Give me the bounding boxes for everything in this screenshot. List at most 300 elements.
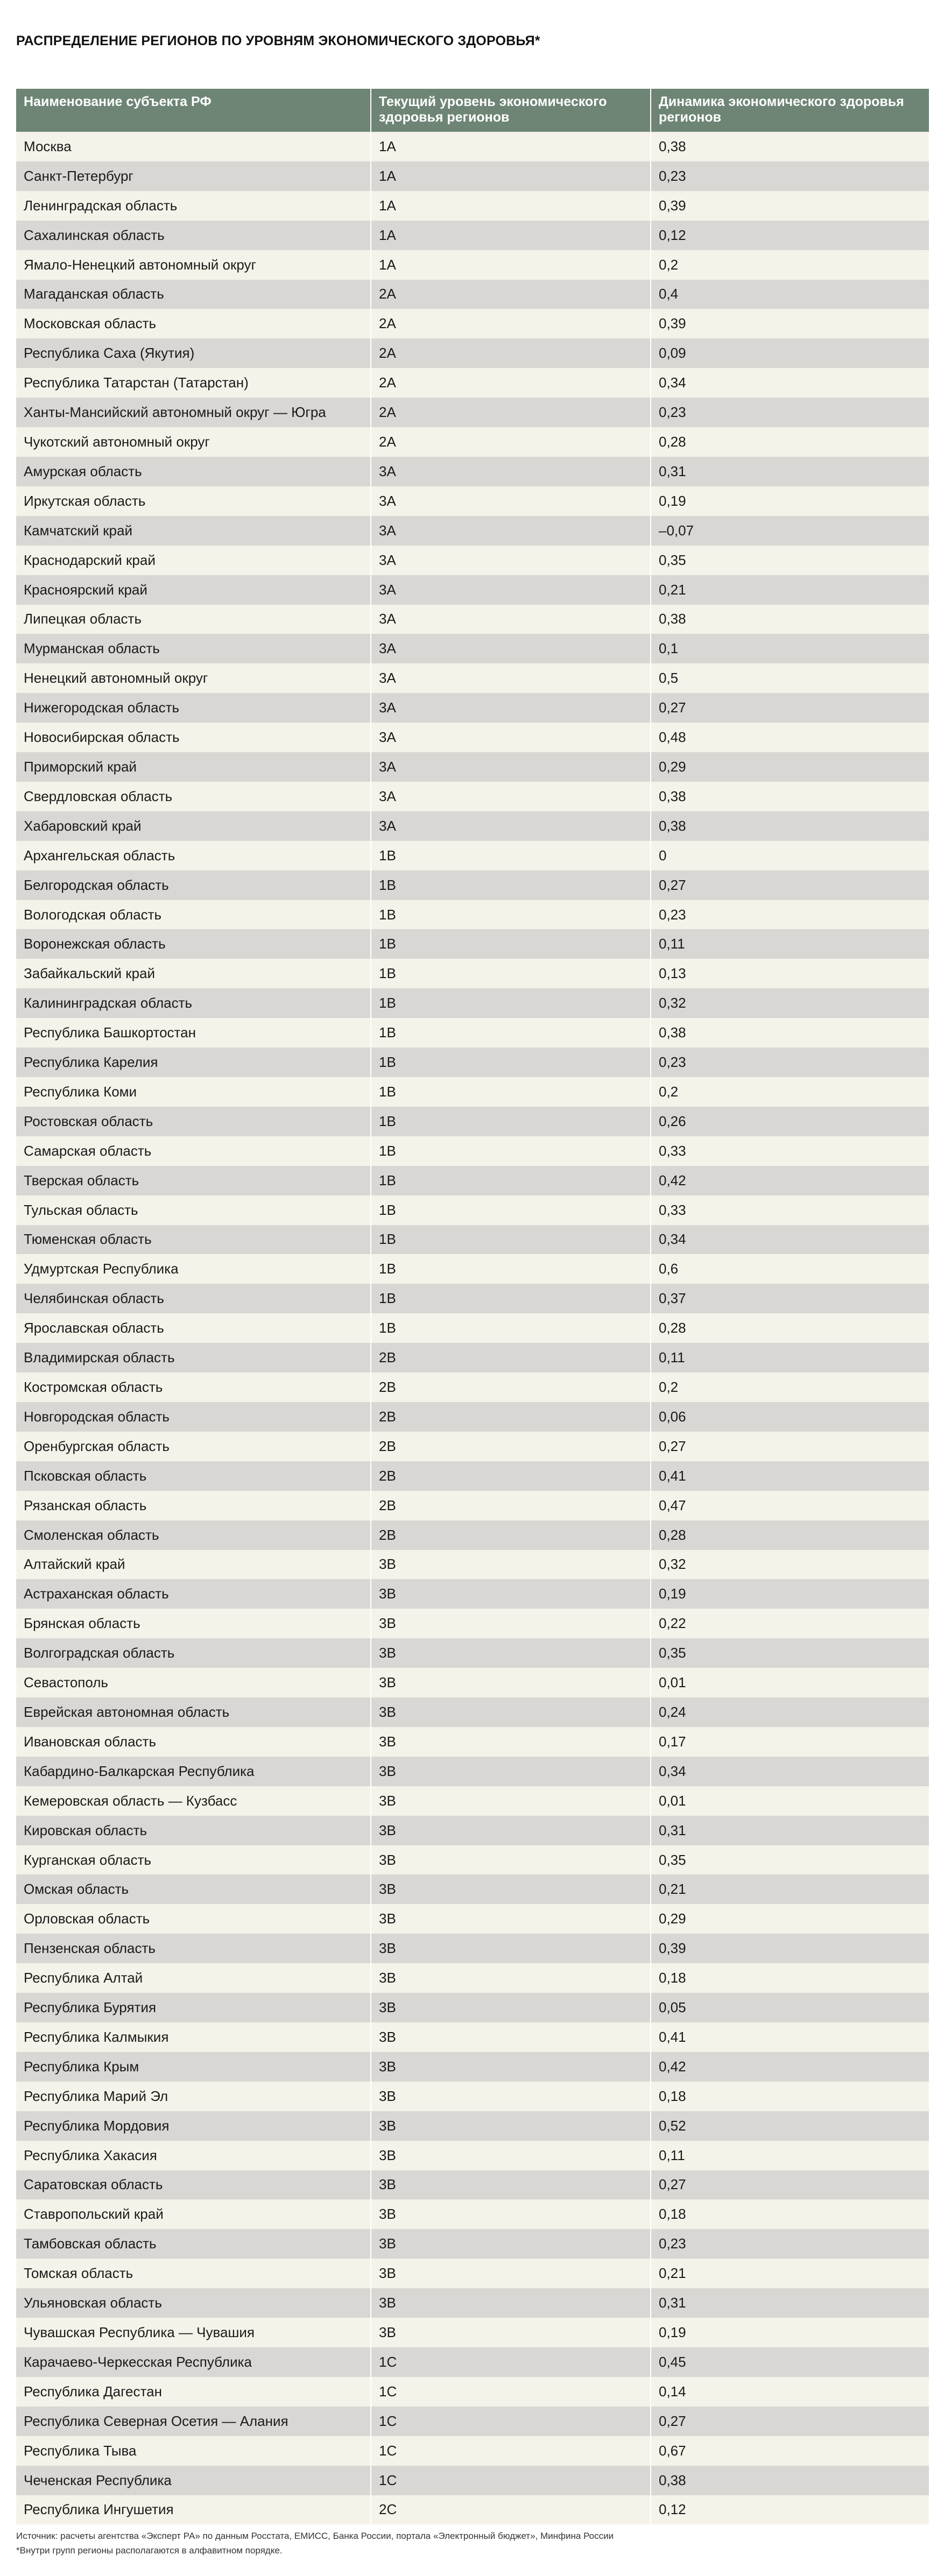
table-row bbox=[16, 2288, 929, 2318]
level-cell: 1В bbox=[371, 1195, 651, 1225]
region-name-cell: Псковская область bbox=[16, 1461, 371, 1491]
page-title: РАСПРЕДЕЛЕНИЕ РЕГИОНОВ ПО УРОВНЯМ ЭКОНОМИЧЕСКОГО ЗДОРОВЬЯ* bbox=[16, 33, 540, 48]
region-name-cell: Республика Татарстан (Татарстан) bbox=[16, 368, 371, 398]
region-name-cell: Ханты-Мансийский автономный округ — Югра bbox=[16, 398, 371, 427]
table-row bbox=[16, 2199, 929, 2229]
region-name-cell: Ульяновская область bbox=[16, 2288, 371, 2318]
table-row bbox=[16, 782, 929, 811]
dynamics-cell: 0,38 bbox=[659, 817, 686, 834]
dynamics-cell: 0,4 bbox=[659, 286, 679, 302]
level-cell: 2В bbox=[371, 1402, 651, 1432]
dynamics-cell: 0,39 bbox=[659, 197, 686, 214]
table-row bbox=[16, 2407, 929, 2436]
region-name-cell: Ивановская область bbox=[16, 1727, 371, 1757]
table-row bbox=[16, 132, 929, 161]
table-row bbox=[16, 1550, 929, 1580]
dynamics-cell: 0,19 bbox=[659, 492, 686, 509]
level-cell: 1В bbox=[371, 988, 651, 1018]
dynamics-cell: 0,28 bbox=[659, 1320, 686, 1336]
table-row bbox=[16, 368, 929, 398]
table-row bbox=[16, 2052, 929, 2082]
table-row bbox=[16, 1845, 929, 1875]
dynamics-cell: 0 bbox=[659, 847, 667, 864]
table-row bbox=[16, 1077, 929, 1107]
dynamics-cell: 0,27 bbox=[659, 2412, 686, 2429]
table-row bbox=[16, 2022, 929, 2052]
table-row bbox=[16, 250, 929, 280]
level-cell: 3В bbox=[371, 1786, 651, 1816]
dynamics-cell: 0,35 bbox=[659, 551, 686, 568]
table-row bbox=[16, 2495, 929, 2525]
level-cell: 1В bbox=[371, 1077, 651, 1107]
region-name-cell: Республика Калмыкия bbox=[16, 2022, 371, 2052]
table-row bbox=[16, 1727, 929, 1757]
table-row bbox=[16, 2111, 929, 2141]
dynamics-cell: 0,39 bbox=[659, 1940, 686, 1957]
level-cell: 3В bbox=[371, 1579, 651, 1609]
level-cell: 3В bbox=[371, 2082, 651, 2111]
region-name-cell: Белгородская область bbox=[16, 871, 371, 900]
region-name-cell: Курганская область bbox=[16, 1845, 371, 1875]
table-row bbox=[16, 752, 929, 782]
level-cell: 2В bbox=[371, 1343, 651, 1372]
level-cell: 2А bbox=[371, 338, 651, 368]
dynamics-cell: 0,23 bbox=[659, 2235, 686, 2252]
table-row bbox=[16, 1372, 929, 1402]
dynamics-cell: 0,12 bbox=[659, 2501, 686, 2518]
table-row bbox=[16, 2229, 929, 2259]
table-row bbox=[16, 2377, 929, 2407]
region-name-cell: Ставропольский край bbox=[16, 2199, 371, 2229]
dynamics-cell: 0,26 bbox=[659, 1113, 686, 1129]
table-row bbox=[16, 546, 929, 575]
level-cell: 3В bbox=[371, 1934, 651, 1963]
level-cell: 2В bbox=[371, 1491, 651, 1520]
level-cell: 3А bbox=[371, 752, 651, 782]
region-name-cell: Оренбургская область bbox=[16, 1432, 371, 1461]
region-name-cell: Московская область bbox=[16, 309, 371, 338]
level-cell: 1С bbox=[371, 2436, 651, 2466]
table-row bbox=[16, 900, 929, 930]
level-cell: 3А bbox=[371, 782, 651, 811]
table-row bbox=[16, 693, 929, 723]
source-note: Источник: расчеты агентства «Эксперт РА» по данным Росстата, ЕМИСС, Банка России, портала «Электронный бюджет», Минфина России bbox=[16, 2531, 614, 2541]
level-cell: 1В bbox=[371, 1136, 651, 1166]
region-name-cell: Архангельская область bbox=[16, 841, 371, 871]
level-cell: 3А bbox=[371, 486, 651, 516]
region-name-cell: Республика Крым bbox=[16, 2052, 371, 2082]
dynamics-cell: 0,21 bbox=[659, 581, 686, 598]
region-name-cell: Воронежская область bbox=[16, 929, 371, 959]
level-cell: 1В bbox=[371, 841, 651, 871]
dynamics-cell: 0,41 bbox=[659, 2028, 686, 2045]
table-row bbox=[16, 1402, 929, 1432]
dynamics-cell: 0,5 bbox=[659, 670, 679, 687]
region-name-cell: Иркутская область bbox=[16, 486, 371, 516]
level-cell: 3В bbox=[371, 1845, 651, 1875]
dynamics-cell: 0,29 bbox=[659, 1910, 686, 1927]
dynamics-cell: 0,2 bbox=[659, 1083, 679, 1100]
dynamics-cell: 0,21 bbox=[659, 1881, 686, 1898]
level-cell: 3А bbox=[371, 516, 651, 546]
dynamics-cell: 0,01 bbox=[659, 1674, 686, 1691]
table-row bbox=[16, 1343, 929, 1372]
region-name-cell: Камчатский край bbox=[16, 516, 371, 546]
level-cell: 3В bbox=[371, 2318, 651, 2347]
region-name-cell: Томская область bbox=[16, 2259, 371, 2288]
dynamics-cell: 0,27 bbox=[659, 1438, 686, 1454]
table-row bbox=[16, 1668, 929, 1697]
header-current-level: Текущий уровень экономического здоровья регионов bbox=[371, 89, 651, 132]
level-cell: 1В bbox=[371, 959, 651, 988]
dynamics-cell: 0,67 bbox=[659, 2442, 686, 2459]
region-name-cell: Ямало-Ненецкий автономный округ bbox=[16, 250, 371, 280]
region-name-cell: Свердловская область bbox=[16, 782, 371, 811]
dynamics-cell: 0,23 bbox=[659, 906, 686, 923]
region-name-cell: Пензенская область bbox=[16, 1934, 371, 1963]
table-row bbox=[16, 1284, 929, 1313]
region-name-cell: Новосибирская область bbox=[16, 723, 371, 752]
table-row bbox=[16, 634, 929, 663]
table-row bbox=[16, 191, 929, 221]
level-cell: 1С bbox=[371, 2347, 651, 2377]
dynamics-cell: 0,35 bbox=[659, 1645, 686, 1661]
level-cell: 1В bbox=[371, 1018, 651, 1048]
dynamics-cell: 0,28 bbox=[659, 1526, 686, 1543]
region-name-cell: Удмуртская Республика bbox=[16, 1254, 371, 1284]
dynamics-cell: 0,01 bbox=[659, 1792, 686, 1809]
table-row bbox=[16, 2436, 929, 2466]
dynamics-cell: 0,39 bbox=[659, 315, 686, 332]
region-name-cell: Красноярский край bbox=[16, 575, 371, 605]
level-cell: 1В bbox=[371, 929, 651, 959]
level-cell: 3А bbox=[371, 457, 651, 486]
level-cell: 1С bbox=[371, 2466, 651, 2495]
region-name-cell: Севастополь bbox=[16, 1668, 371, 1697]
table-row bbox=[16, 2259, 929, 2288]
table-row bbox=[16, 1904, 929, 1934]
dynamics-cell: 0,37 bbox=[659, 1290, 686, 1307]
table-row bbox=[16, 1638, 929, 1668]
alphabetical-note: *Внутри групп регионы располагаются в алфавитном порядке. bbox=[16, 2545, 283, 2556]
table-row bbox=[16, 1816, 929, 1845]
dynamics-cell: 0,1 bbox=[659, 640, 679, 657]
level-cell: 2В bbox=[371, 1461, 651, 1491]
table-row bbox=[16, 723, 929, 752]
level-cell: 1В bbox=[371, 871, 651, 900]
dynamics-cell: 0,18 bbox=[659, 2206, 686, 2223]
level-cell: 1В bbox=[371, 900, 651, 930]
level-cell: 1А bbox=[371, 250, 651, 280]
footnotes bbox=[16, 2529, 614, 2558]
dynamics-cell: 0,2 bbox=[659, 1379, 679, 1396]
level-cell: 1А bbox=[371, 221, 651, 250]
dynamics-cell: 0,41 bbox=[659, 1467, 686, 1484]
table-row bbox=[16, 1136, 929, 1166]
region-name-cell: Ленинградская область bbox=[16, 191, 371, 221]
level-cell: 2В bbox=[371, 1432, 651, 1461]
dynamics-cell: 0,19 bbox=[659, 1586, 686, 1602]
dynamics-cell: –0,07 bbox=[659, 522, 694, 539]
level-cell: 3В bbox=[371, 1963, 651, 1993]
level-cell: 3В bbox=[371, 1550, 651, 1580]
dynamics-cell: 0,27 bbox=[659, 2176, 686, 2193]
table-row bbox=[16, 1491, 929, 1520]
table-row bbox=[16, 2318, 929, 2347]
table-row bbox=[16, 221, 929, 250]
dynamics-cell: 0,11 bbox=[659, 936, 685, 952]
region-name-cell: Приморский край bbox=[16, 752, 371, 782]
table-row bbox=[16, 929, 929, 959]
dynamics-cell: 0,42 bbox=[659, 2058, 686, 2075]
region-name-cell: Чувашская Республика — Чувашия bbox=[16, 2318, 371, 2347]
dynamics-cell: 0,45 bbox=[659, 2353, 686, 2370]
dynamics-cell: 0,06 bbox=[659, 1408, 686, 1425]
region-name-cell: Республика Мордовия bbox=[16, 2111, 371, 2141]
table-row bbox=[16, 309, 929, 338]
region-name-cell: Санкт-Петербург bbox=[16, 161, 371, 191]
table-row bbox=[16, 1934, 929, 1963]
region-name-cell: Республика Ингушетия bbox=[16, 2495, 371, 2525]
dynamics-cell: 0,22 bbox=[659, 1615, 686, 1632]
dynamics-cell: 0,33 bbox=[659, 1142, 686, 1159]
region-name-cell: Волгоградская область bbox=[16, 1638, 371, 1668]
region-name-cell: Республика Саха (Якутия) bbox=[16, 338, 371, 368]
table-row bbox=[16, 1432, 929, 1461]
level-cell: 2А bbox=[371, 368, 651, 398]
table-row bbox=[16, 841, 929, 871]
dynamics-cell: 0,21 bbox=[659, 2265, 686, 2282]
level-cell: 3В bbox=[371, 2288, 651, 2318]
level-cell: 1С bbox=[371, 2407, 651, 2436]
level-cell: 3В bbox=[371, 1904, 651, 1934]
region-name-cell: Тверская область bbox=[16, 1166, 371, 1195]
level-cell: 3В bbox=[371, 2229, 651, 2259]
table-row bbox=[16, 1520, 929, 1550]
dynamics-cell: 0,31 bbox=[659, 463, 686, 479]
dynamics-cell: 0,2 bbox=[659, 256, 679, 273]
dynamics-cell: 0,19 bbox=[659, 2324, 686, 2341]
level-cell: 1А bbox=[371, 191, 651, 221]
region-name-cell: Забайкальский край bbox=[16, 959, 371, 988]
level-cell: 1В bbox=[371, 1107, 651, 1136]
level-cell: 1А bbox=[371, 132, 651, 161]
table-row bbox=[16, 1195, 929, 1225]
level-cell: 2А bbox=[371, 398, 651, 427]
table-row bbox=[16, 1048, 929, 1077]
dynamics-cell: 0,38 bbox=[659, 788, 686, 804]
level-cell: 2С bbox=[371, 2495, 651, 2525]
dynamics-cell: 0,18 bbox=[659, 1970, 686, 1986]
region-name-cell: Ненецкий автономный округ bbox=[16, 663, 371, 693]
dynamics-cell: 0,24 bbox=[659, 1703, 686, 1720]
region-name-cell: Вологодская область bbox=[16, 900, 371, 930]
level-cell: 3В bbox=[371, 1697, 651, 1727]
region-name-cell: Краснодарский край bbox=[16, 546, 371, 575]
region-name-cell: Республика Коми bbox=[16, 1077, 371, 1107]
region-name-cell: Омская область bbox=[16, 1874, 371, 1904]
region-name-cell: Мурманская область bbox=[16, 634, 371, 663]
dynamics-cell: 0,11 bbox=[659, 2147, 685, 2163]
region-name-cell: Чукотский автономный округ bbox=[16, 427, 371, 457]
region-name-cell: Ярославская область bbox=[16, 1313, 371, 1343]
level-cell: 3В bbox=[371, 2052, 651, 2082]
region-name-cell: Брянская область bbox=[16, 1609, 371, 1638]
table-row bbox=[16, 2082, 929, 2111]
dynamics-cell: 0,47 bbox=[659, 1497, 686, 1513]
level-cell: 1А bbox=[371, 161, 651, 191]
level-cell: 3В bbox=[371, 1727, 651, 1757]
table-row bbox=[16, 161, 929, 191]
region-name-cell: Республика Алтай bbox=[16, 1963, 371, 1993]
level-cell: 3В bbox=[371, 1816, 651, 1845]
level-cell: 3А bbox=[371, 811, 651, 841]
region-name-cell: Ростовская область bbox=[16, 1107, 371, 1136]
dynamics-cell: 0,33 bbox=[659, 1201, 686, 1218]
region-name-cell: Республика Карелия bbox=[16, 1048, 371, 1077]
dynamics-cell: 0,38 bbox=[659, 2472, 686, 2488]
level-cell: 3В bbox=[371, 2170, 651, 2200]
table-row bbox=[16, 1107, 929, 1136]
dynamics-cell: 0,31 bbox=[659, 2295, 686, 2311]
region-name-cell: Еврейская автономная область bbox=[16, 1697, 371, 1727]
table-row bbox=[16, 1461, 929, 1491]
region-name-cell: Сахалинская область bbox=[16, 221, 371, 250]
level-cell: 3А bbox=[371, 663, 651, 693]
table-row bbox=[16, 2141, 929, 2170]
level-cell: 1В bbox=[371, 1225, 651, 1255]
level-cell: 3А bbox=[371, 546, 651, 575]
dynamics-cell: 0,34 bbox=[659, 1763, 686, 1779]
table-row bbox=[16, 575, 929, 605]
level-cell: 3В bbox=[371, 2199, 651, 2229]
dynamics-cell: 0,13 bbox=[659, 965, 686, 982]
region-name-cell: Владимирская область bbox=[16, 1343, 371, 1372]
region-name-cell: Карачаево-Черкесская Республика bbox=[16, 2347, 371, 2377]
dynamics-cell: 0,32 bbox=[659, 995, 686, 1011]
dynamics-cell: 0,17 bbox=[659, 1733, 686, 1750]
region-name-cell: Республика Дагестан bbox=[16, 2377, 371, 2407]
region-name-cell: Рязанская область bbox=[16, 1491, 371, 1520]
level-cell: 3А bbox=[371, 575, 651, 605]
table-row bbox=[16, 2466, 929, 2495]
level-cell: 2А bbox=[371, 309, 651, 338]
level-cell: 2В bbox=[371, 1520, 651, 1550]
level-cell: 2В bbox=[371, 1372, 651, 1402]
region-name-cell: Хабаровский край bbox=[16, 811, 371, 841]
region-name-cell: Самарская область bbox=[16, 1136, 371, 1166]
table-row bbox=[16, 398, 929, 427]
dynamics-cell: 0,32 bbox=[659, 1556, 686, 1573]
region-name-cell: Липецкая область bbox=[16, 605, 371, 634]
dynamics-cell: 0,31 bbox=[659, 1822, 686, 1838]
dynamics-cell: 0,11 bbox=[659, 1349, 685, 1366]
region-name-cell: Калининградская область bbox=[16, 988, 371, 1018]
level-cell: 3А bbox=[371, 723, 651, 752]
dynamics-cell: 0,34 bbox=[659, 374, 686, 391]
table-header bbox=[16, 89, 929, 132]
header-region-name: Наименование субъекта РФ bbox=[16, 89, 371, 132]
table-row bbox=[16, 2170, 929, 2200]
level-cell: 1В bbox=[371, 1284, 651, 1313]
table-row bbox=[16, 988, 929, 1018]
header-dynamics: Динамика экономического здоровья регионов bbox=[659, 94, 904, 125]
region-name-cell: Алтайский край bbox=[16, 1550, 371, 1580]
dynamics-cell: 0,23 bbox=[659, 1054, 686, 1071]
region-name-cell: Магаданская область bbox=[16, 280, 371, 309]
table-row bbox=[16, 1166, 929, 1195]
table-row bbox=[16, 1313, 929, 1343]
region-name-cell: Республика Тыва bbox=[16, 2436, 371, 2466]
table-row bbox=[16, 486, 929, 516]
table-row bbox=[16, 959, 929, 988]
dynamics-cell: 0,6 bbox=[659, 1261, 679, 1277]
region-name-cell: Республика Хакасия bbox=[16, 2141, 371, 2170]
region-name-cell: Челябинская область bbox=[16, 1284, 371, 1313]
dynamics-cell: 0,38 bbox=[659, 1024, 686, 1041]
region-name-cell: Костромская область bbox=[16, 1372, 371, 1402]
level-cell: 3В bbox=[371, 1993, 651, 2022]
region-name-cell: Чеченская Республика bbox=[16, 2466, 371, 2495]
dynamics-cell: 0,12 bbox=[659, 227, 686, 243]
table-row bbox=[16, 871, 929, 900]
table-row bbox=[16, 2347, 929, 2377]
table-row bbox=[16, 811, 929, 841]
level-cell: 3В bbox=[371, 2141, 651, 2170]
table-row bbox=[16, 605, 929, 634]
dynamics-cell: 0,18 bbox=[659, 2087, 686, 2104]
table-row bbox=[16, 457, 929, 486]
level-cell: 3А bbox=[371, 634, 651, 663]
table-row bbox=[16, 1697, 929, 1727]
level-cell: 3А bbox=[371, 693, 651, 723]
region-name-cell: Республика Башкортостан bbox=[16, 1018, 371, 1048]
table-row bbox=[16, 1225, 929, 1255]
region-name-cell: Республика Марий Эл bbox=[16, 2082, 371, 2111]
level-cell: 3В bbox=[371, 1638, 651, 1668]
region-name-cell: Республика Бурятия bbox=[16, 1993, 371, 2022]
table-row bbox=[16, 1874, 929, 1904]
table-row bbox=[16, 1963, 929, 1993]
table-row bbox=[16, 280, 929, 309]
level-cell: 1В bbox=[371, 1048, 651, 1077]
region-name-cell: Кабардино-Балкарская Республика bbox=[16, 1757, 371, 1786]
table-row bbox=[16, 1993, 929, 2022]
level-cell: 1В bbox=[371, 1166, 651, 1195]
region-name-cell: Республика Северная Осетия — Алания bbox=[16, 2407, 371, 2436]
level-cell: 3В bbox=[371, 2022, 651, 2052]
dynamics-cell: 0,38 bbox=[659, 611, 686, 627]
dynamics-cell: 0,27 bbox=[659, 876, 686, 893]
level-cell: 3В bbox=[371, 2111, 651, 2141]
region-name-cell: Тюменская область bbox=[16, 1225, 371, 1255]
region-name-cell: Москва bbox=[16, 132, 371, 161]
region-name-cell: Орловская область bbox=[16, 1904, 371, 1934]
level-cell: 3В bbox=[371, 1757, 651, 1786]
region-name-cell: Саратовская область bbox=[16, 2170, 371, 2200]
region-name-cell: Тульская область bbox=[16, 1195, 371, 1225]
dynamics-cell: 0,28 bbox=[659, 434, 686, 450]
dynamics-cell: 0,38 bbox=[659, 138, 686, 154]
level-cell: 1В bbox=[371, 1254, 651, 1284]
table-row bbox=[16, 1254, 929, 1284]
level-cell: 3А bbox=[371, 605, 651, 634]
table-body bbox=[16, 132, 929, 2524]
region-name-cell: Тамбовская область bbox=[16, 2229, 371, 2259]
level-cell: 1С bbox=[371, 2377, 651, 2407]
dynamics-cell: 0,42 bbox=[659, 1172, 686, 1188]
region-name-cell: Новгородская область bbox=[16, 1402, 371, 1432]
